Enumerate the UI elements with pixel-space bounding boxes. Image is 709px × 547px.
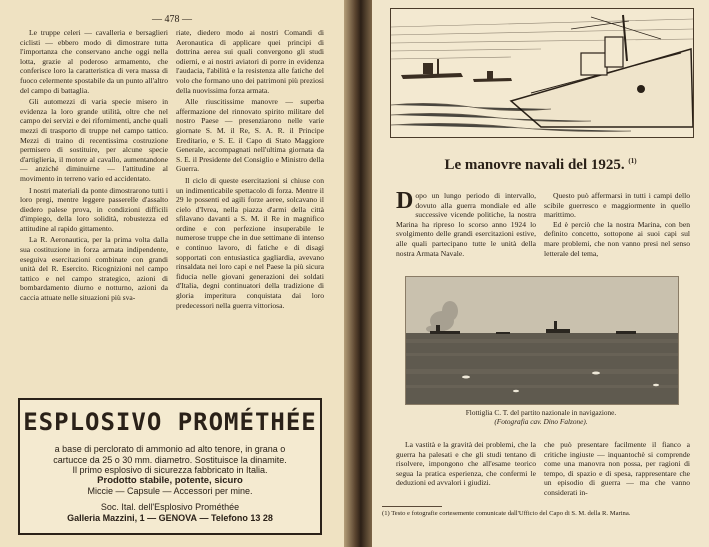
fleet-photograph bbox=[405, 276, 679, 405]
paragraph: Il ciclo di queste esercitazioni si chiuse con un indimenticabile spettacolo di forza. Mentre il 29 le possenti ed agili forze aeree, solcavano il cielo d'Ivrea, nella piazza d'armi della città sfilavano davanti a S. M. il Re in magnifico ordine e con perfezione insuperabile le numerose truppe che in due settimane di intenso e continuo lavoro, di fatiche e di disagi sopportati con entusiastica gagliardia, avevano rinsaldata nei loro capi e nel Paese la più sicura fiducia nelle giovani generazioni dei soldati d'Italia, degni continuatori della tradizione di gloria imperitura conquistata dai loro predecessori nella guerra vittoriosa. bbox=[176, 175, 324, 310]
paragraph: Le truppe celeri — cavalleria e bersaglieri ciclisti — ebbero modo di dimostrare tutta l'importanza che conservano anche oggi nella lotta, grazie al poderoso armamento, che conferisce loro la caratteristica di vera massa di fuoco celermente spostabile da un punto all'altro del campo di battaglia. bbox=[20, 28, 168, 95]
footnote: (1) Testo e fotografie cortesemente comunicate dall'Ufficio del Capo di S. M. della R. Marina. bbox=[382, 510, 631, 517]
left-page bbox=[0, 0, 344, 547]
ad-address bbox=[20, 513, 320, 524]
article-title-text: Le manovre navali del 1925. bbox=[444, 157, 625, 173]
right-text-column-2 bbox=[544, 191, 690, 258]
right-text-column-1 bbox=[396, 188, 536, 258]
caption-credit: (Fotografia cav. Dino Falzone). bbox=[494, 417, 588, 426]
photo-caption bbox=[405, 408, 677, 426]
article-title bbox=[372, 157, 709, 174]
ad-address-phone: — Telefono 13 28 bbox=[199, 513, 273, 523]
right-page bbox=[372, 0, 709, 547]
paragraph: Questo può affermarsi in tutti i campi dello scibile guerresco e maggiormente in quello marittimo. bbox=[544, 191, 690, 220]
paragraph: opo un lungo periodo di intervallo, dovuto alla guerra mondiale ed alle successive vicende politiche, la nostra Marina ha ripreso lo scorso anno 1924 lo svolgimento delle grandi esercitazioni estive, alle quali partecipano tutte le unità della nostra Armata Navale. bbox=[396, 191, 536, 258]
ad-line: Il primo esplosivo di sicurezza fabbricato in Italia. bbox=[72, 465, 268, 475]
ad-footer bbox=[20, 502, 320, 524]
paragraph: Gli automezzi di varia specie misero in evidenza la loro grande utilità, oltre che nel campo dei servizi e dei rifornimenti, anche quali mezzi di trasporto di truppe nel campo tattico. Mezzi di traino di recentissima costruzione permisero di sostituire, per alcune specie d'artiglieria, il motore al cavallo, aumentandone — anziché diminuirne — l'attitudine al movimento in terreno vario ed accidentato. bbox=[20, 97, 168, 183]
footnote-rule bbox=[382, 506, 442, 507]
paragraph: La vastità e la gravità dei problemi, che la guerra ha palesati e che gli studi tentano di risolvere, impongono che all'esame teorico segua la pratica esperienza, che confermi le deduzioni ed avvalori i giudizi. bbox=[396, 440, 536, 488]
paragraph: La R. Aeronautica, per la prima volta dalla sua costituzione in forza armata indipendente, eseguiva esercitazioni combinate con grandi unità del R. Esercito. Ricognizioni nel campo tattico e nel campo strategico, azioni di bombardamento diurno e notturno, azioni da caccia attuate nelle situazioni più sva- bbox=[20, 235, 168, 303]
left-text-column-1 bbox=[20, 28, 168, 305]
warship-illustration bbox=[390, 8, 694, 138]
paragraph: Ed è perciò che la nostra Marina, con ben definito concetto, sottopone ai suoi capi sul mare problemi, che non vanno presi nel senso letterale del tema, bbox=[544, 219, 690, 258]
paragraph: che può presentare facilmente il fianco a critiche ingiuste — inquantochè si comprende come una manovra non possa, per ragioni di tempo, di spazio e di spesa, rappresentare che un episodio di guerra — ma che vanno considerati in- bbox=[544, 440, 690, 497]
warship-drawing bbox=[391, 9, 693, 137]
drop-cap: D bbox=[396, 188, 414, 214]
advertisement bbox=[18, 398, 322, 535]
ad-address-street: Galleria Mazzini, 1 — bbox=[67, 513, 157, 523]
page-number: — 478 — bbox=[152, 14, 192, 25]
paragraph: Alle riuscitissime manovre — superba affermazione del rinnovato spirito militare del nostro Paese — presenziarono nelle varie giornate S. M. il Re, S. A. R. il Principe Ereditario, e S. E. il Capo di Stato Maggiore Generale, accompagnati nell'ultima giornata da S. E. il Presidente del Consiglio e Ministro della Guerra. bbox=[176, 97, 324, 174]
ad-line: a base di perclorato di ammonio ad alto tenore, in grana o bbox=[54, 444, 286, 454]
fleet-photo-image bbox=[406, 277, 678, 404]
ad-title: ESPLOSIVO PROMÉTHÉE bbox=[23, 408, 317, 436]
caption-text: Flottiglia C. T. del partito nazionale in navigazione. bbox=[465, 408, 617, 417]
paragraph: I nostri materiali da ponte dimostrarono tutti i loro pregi, mentre leggere passerelle d'assalto diedero palese prova, in condizioni difficili d'impiego, della loro solidità, robustezza ed attitudine al rapido gittamento. bbox=[20, 185, 168, 233]
paragraph: riate, diedero modo ai nostri Comandi di Aeronautica di applicare quei principi di dottrina aerea sui quali convergono gli studi odierni, e ai nostri aviatori di porre in evidenza l'audacia, l'abilità e la resistenza alle fatiche del volo che formano uno dei patrimoni più preziosi della nuovissima forza armata. bbox=[176, 28, 324, 95]
book-gutter bbox=[344, 0, 372, 547]
ad-body bbox=[34, 444, 306, 497]
ad-line: cartucce da 25 o 30 mm. diametro. Sostituisce la dinamite. bbox=[53, 454, 287, 465]
ad-address-city: GENOVA bbox=[158, 513, 197, 523]
right-bottom-column-1 bbox=[396, 440, 536, 488]
title-footnote-mark: (1) bbox=[628, 157, 637, 165]
ad-line-bold: Prodotto stabile, potente, sicuro bbox=[97, 474, 243, 486]
right-bottom-column-2 bbox=[544, 440, 690, 498]
left-text-column-2 bbox=[176, 28, 324, 312]
ad-line: Miccie — Capsule — Accessori per mine. bbox=[87, 486, 253, 496]
ad-company: Soc. Ital. dell'Esplosivo Prométhée bbox=[100, 502, 240, 512]
